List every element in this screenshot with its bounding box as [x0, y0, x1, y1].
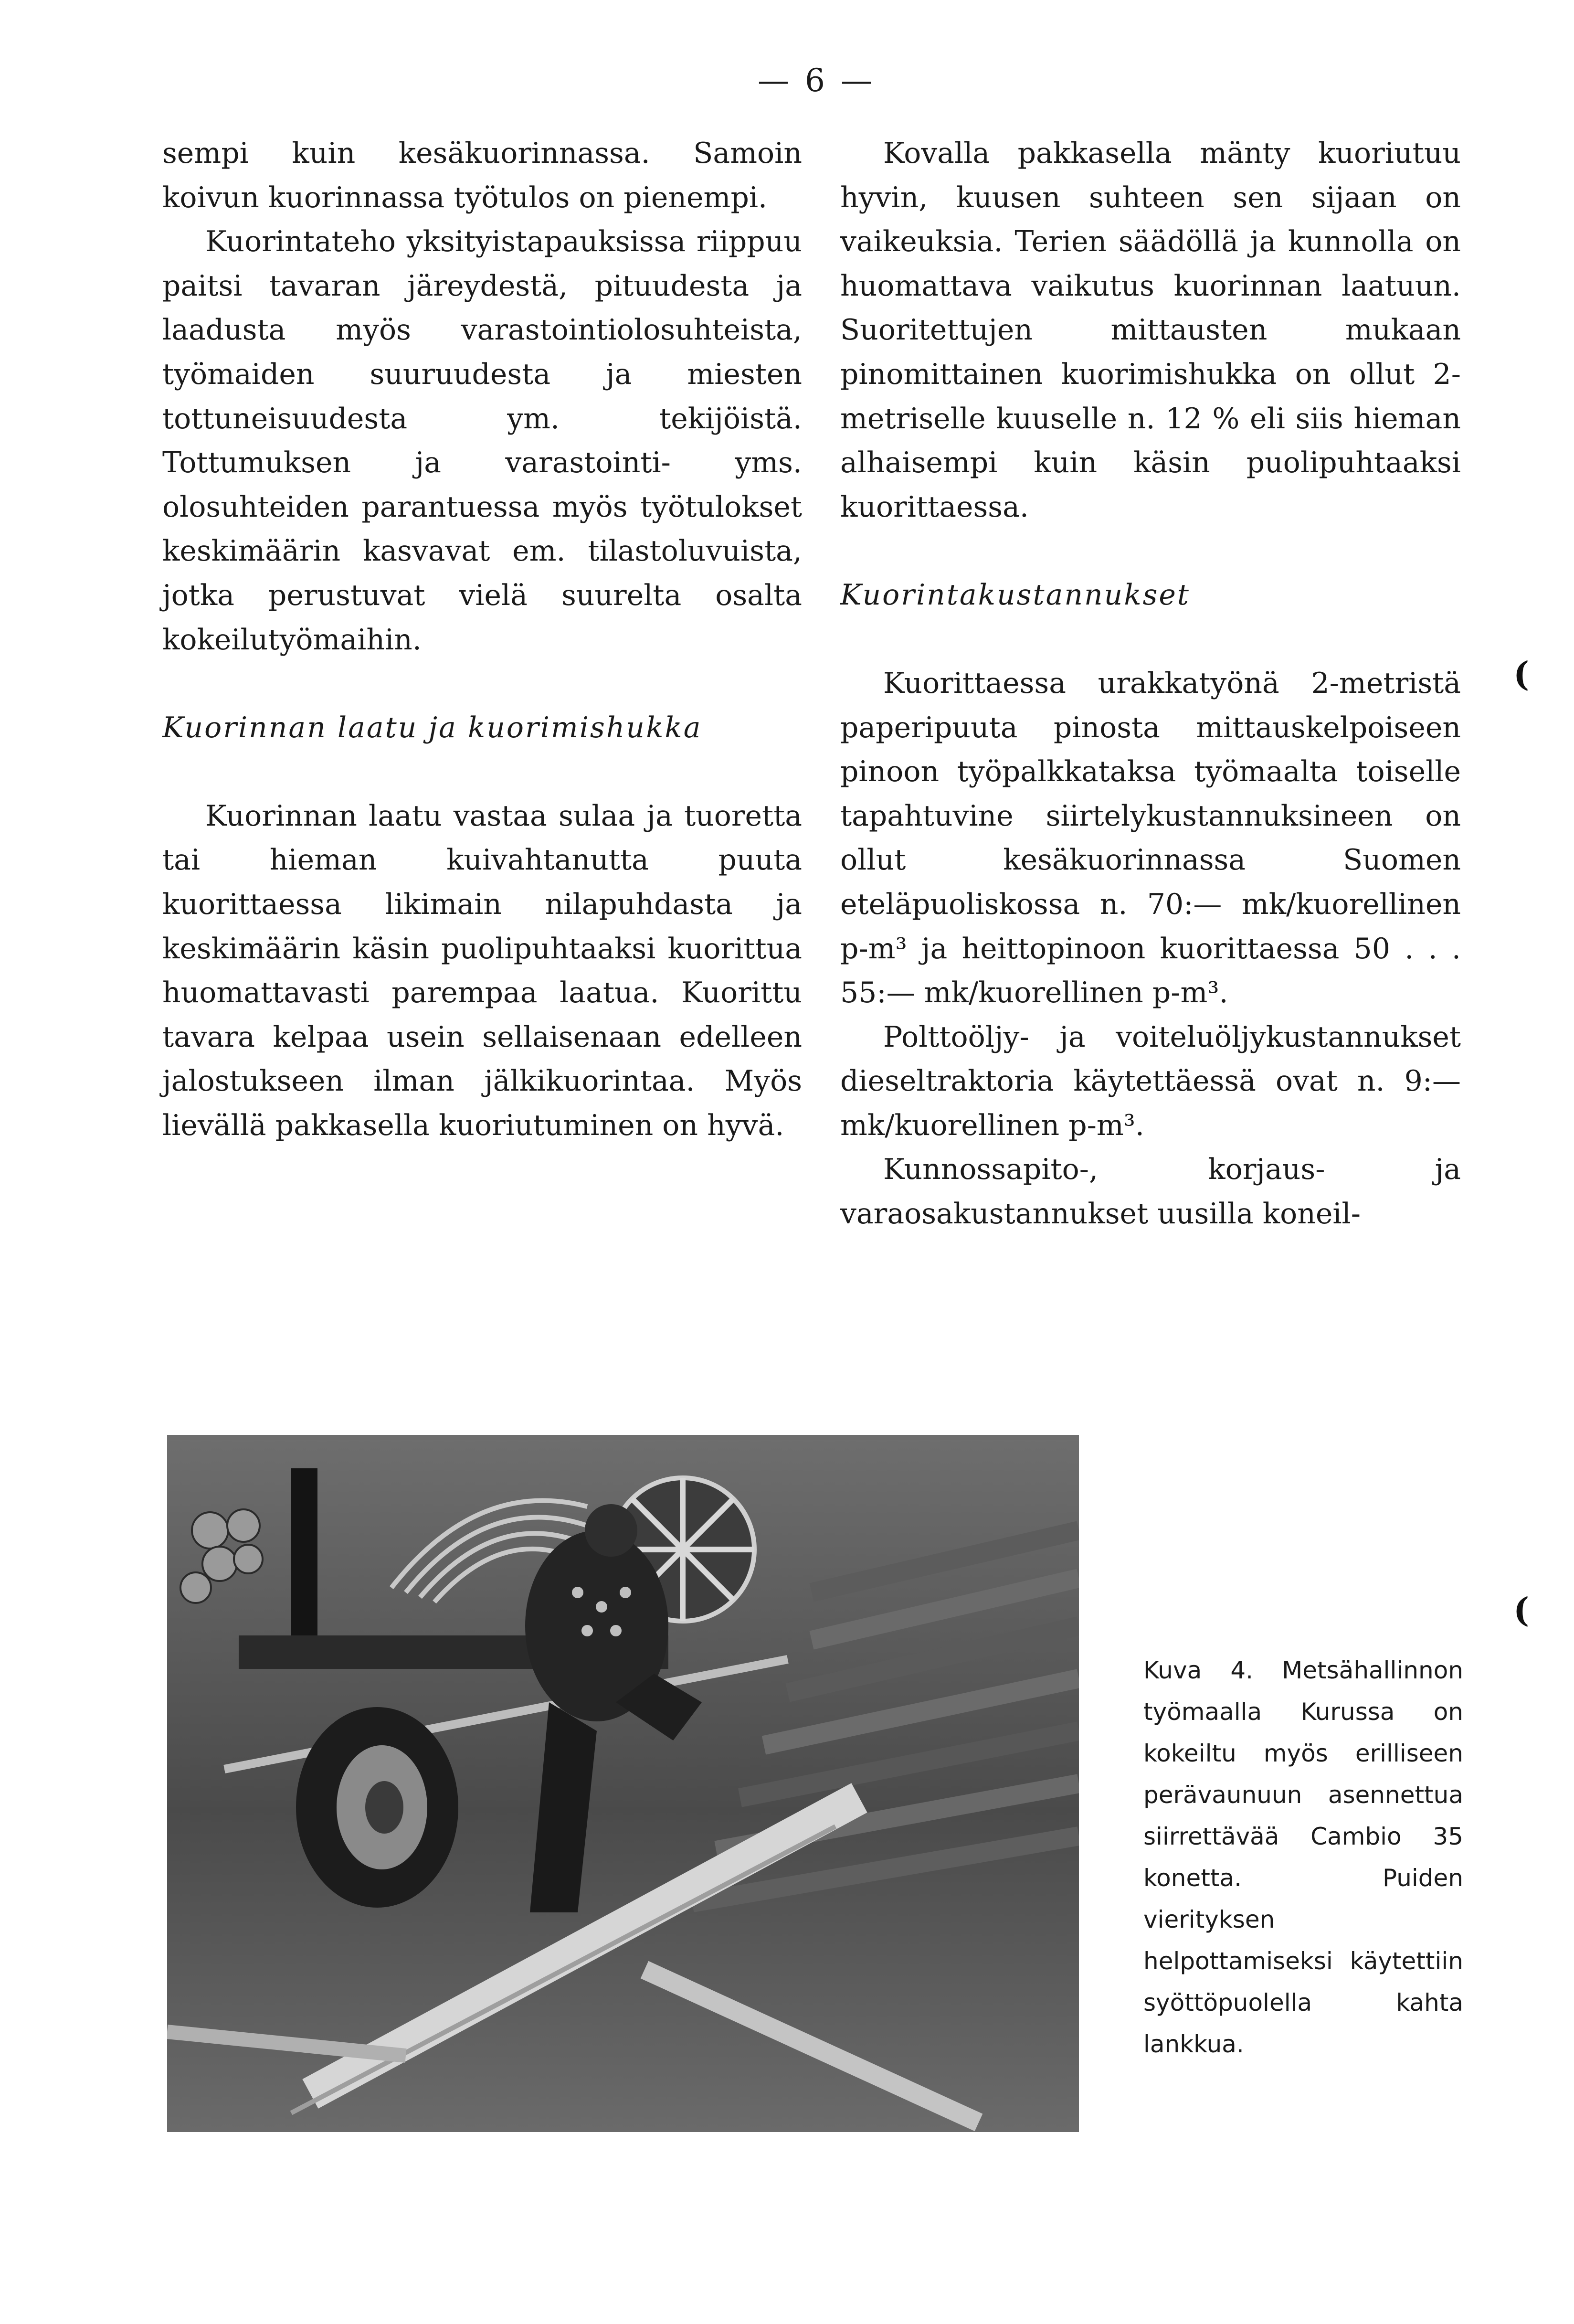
page-number: — 6 — [758, 62, 875, 99]
paragraph: Polttoöljy- ja voiteluöljykustannukset dieseltraktoria käytettäessä ovat n. 9:— mk/kuorellinen p-m³. [840, 1020, 1461, 1142]
paragraph: Kuorinnan laatu vastaa sulaa ja tuoretta tai hieman kuivahtanutta puuta kuorittaessa likimain nilapuhdasta ja keskimäärin käsin puolipuhtaaksi kuorittua huomattavasti parempaa laatua. Kuorittu tavara kelpaa usein sellaisenaan edelleen jalostukseen ilman jälkikuorintaa. Myös lievällä pakkasella kuoriutuminen on hyvä. [162, 799, 802, 1142]
left-column [162, 131, 802, 1147]
figure-photo [167, 1435, 1079, 2132]
right-column [840, 131, 1461, 1236]
margin-mark: ( [1513, 654, 1530, 694]
figure-caption: Kuva 4. Metsähallinnon työmaalla Kurussa on kokeiltu myös erilliseen perävaunuun asennettua siirrettävää Cambio 35 konetta. Puiden vierityksen helpottamiseksi käytettiin syöttöpuolella kahta lankkua. [1143, 1656, 1463, 2058]
margin-mark: ( [1513, 1590, 1530, 1630]
paragraph: Kuorintateho yksityistapauksissa riippuu paitsi tavaran järeydestä, pituudesta ja laadusta myös varastointiolosuhteista, työmaiden suuruudesta ja miesten tottuneisuudesta ym. tekijöistä. Tottumuksen ja varastointi- yms. olosuhteiden parantuessa myös työtulokset keskimäärin kasvavat em. tilastoluvuista, jotka perustuvat vielä suurelta osalta kokeilutyömaihin. [162, 225, 802, 657]
paragraph: Kunnossapito-, korjaus- ja varaosakustannukset uusilla koneil- [840, 1153, 1461, 1231]
section-heading: Kuorinnan laatu ja kuorimishukka [162, 711, 702, 745]
paragraph: Kuorittaessa urakkatyönä 2-metristä paperipuuta pinosta mittauskelpoiseen pinoon työpalkkataksa työmaalta toiselle tapahtuvine siirtelykustannuksineen on ollut kesäkuorinnassa Suomen eteläpuoliskossa n. 70:— mk/kuorellinen p-m³ ja heittopinoon kuorittaessa 50 . . . 55:— mk/kuorellinen p-m³. [840, 666, 1461, 1010]
paragraph: sempi kuin kesäkuorinnassa. Samoin koivun kuorinnassa työtulos on pienempi. [162, 137, 802, 214]
paragraph: Kovalla pakkasella mänty kuoriutuu hyvin, kuusen suhteen sen sijaan on vaikeuksia. Terien säädöllä ja kunnolla on huomattava vaikutus kuorinnan laatuun. Suoritettujen mittausten mukaan pinomittainen kuorimishukka on ollut 2-metriselle kuuselle n. 12 % eli siis hieman alhaisempi kuin käsin puolipuhtaaksi kuorittaessa. [840, 137, 1461, 524]
section-heading: Kuorintakustannukset [840, 578, 1191, 612]
